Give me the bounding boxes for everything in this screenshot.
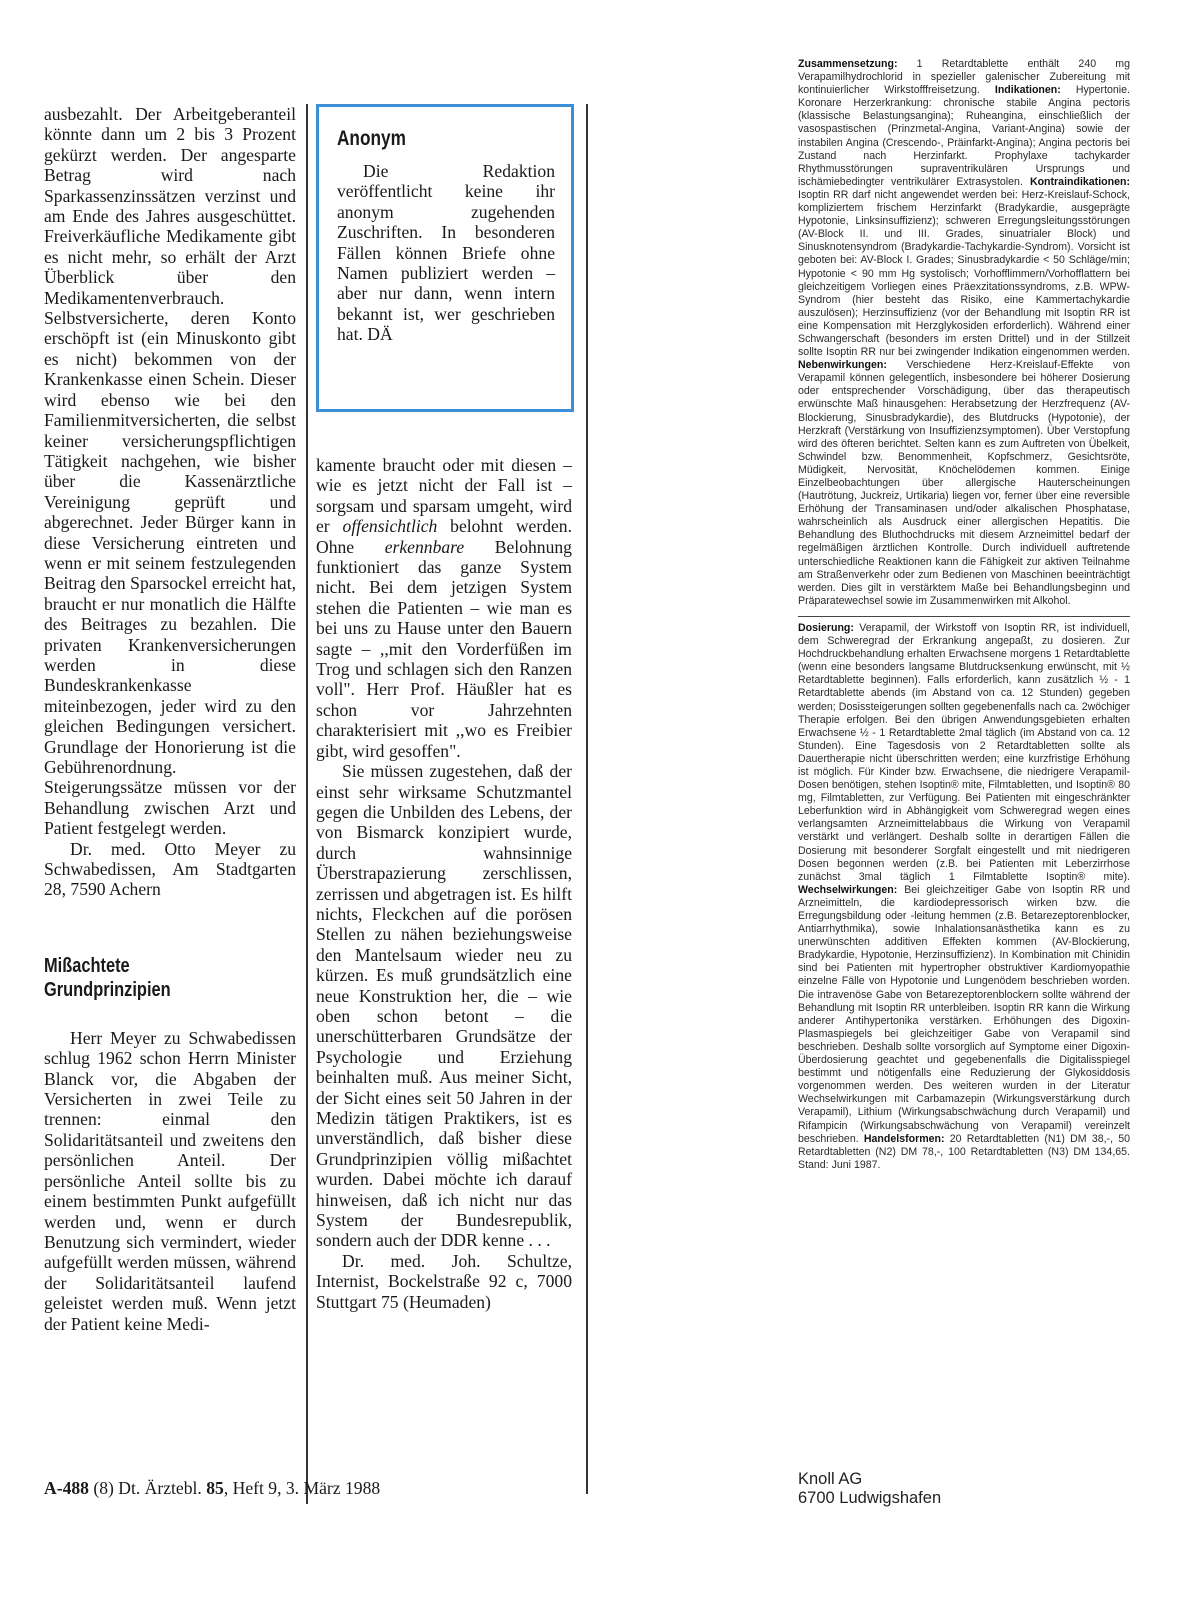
- section-text: Isoptin RR darf nicht angewendet werden bei: Herz-Kreislauf-Schock, kompliziertem frischem Herzinfarkt (Bradykardie, ausgeprägte Hypotonie, Linksinsuffizienz); schweren Erregungsleitungsstörungen (AV-Block II. und III. Grades, sinuatrialer Block) und Sinusknotensyndrom (Bradykardie-Tachykardie-Syndrom). Vorsicht ist geboten bei: AV-Block I. Grades; Sinusbradykardie < 50 Schläge/min; Hypotonie < 90 mm Hg systolisch; Vorhofflimmern/Vorhofflattern bei gleichzeitigem Vorliegen eines Präexzitationssyndroms, z.B. WPW-Syndrom (hier besteht das Risiko, eine Kammertachykardie auszulösen); Herzinsuffizienz (vor der Behandlung mit Isoptin RR ist eine Kompensation mit Herzglykosiden erforderlich). Während einer Schwangerschaft (besonders im ersten Drittel) und in der Stillzeit sollte Isoptin RR nur bei zwingender Indikation eingenommen werden.: [798, 188, 1130, 359]
- journal-citation: (8) Dt. Ärztebl.: [88, 1478, 207, 1498]
- drug-info-section: [798, 622, 1130, 1172]
- letter-paragraph: [316, 455, 572, 761]
- anonym-title: Anonym: [337, 127, 406, 150]
- section-text: 1 Retardtablette enthält 240 mg Verapamilhydrochlorid in spezieller galenischer Zubereitung mit kontinuierlicher Wirkstofffreisetzung.: [798, 58, 1130, 97]
- anonym-notice-box: [316, 104, 574, 412]
- section-text: 20 Retardtabletten (N1) DM 38,-, 50 Retardtabletten (N2) DM 78,-, 100 Retardtabletten (N3) DM 134,65. Stand: Juni 1987.: [798, 1132, 1131, 1171]
- section-text: Bei gleichzeitiger Gabe von Isoptin RR und Arzneimitteln, die kardiodepressorisch wirken bzw. die Erregungsbildung oder -leitung hemmen (z.B. Betarezeptorenblocker, Antiarrhythmika), sowie Inhalationsanästhetika kann es zu unerwünschten additiven Effekten kommen (AV-Blockierung, Bradykardie, Hypotonie, Herzinsuffizienz). In Kombination mit Chinidin sind bei Patienten mit hypertropher obstruktiver Kardiomyopathie einzelne Fälle von Hypotonie und Lungenödem beschrieben worden. Die intravenöse Gabe von Betarezeptorenblockern sollte während der Behandlung mit Isoptin RR unterbleiben. Isoptin RR kann die Wirkung anderer Antihypertonika verstärken. Erhöhungen des Digoxin-Plasmaspiegels bei gleichzeitiger Gabe von Verapamil sind beschrieben. Deshalb sollte vorsorglich auf Symptome einer Digoxin-Überdosierung geachtet und gegebenenfalls die Digitalisspiegel bestimmt und nötigenfalls eine Reduzierung der Glykosiddosis vorgenommen werden. Des weiteren wurden in der Literatur Wechselwirkungen mit Carbamazepin (Wirkungsverstärkung durch Verapamil), Lithium (Wirkungsabschwächung durch Verapamil) und Rifampicin (Wirkungsabschwächung von Verapamil) vereinzelt beschrieben.: [798, 883, 1130, 1145]
- anonym-text: Die Redaktion veröffentlicht keine ihr anonym zugehenden Zuschriften. In besonderen Fällen können Briefe ohne Namen publiziert werden – aber nur dann, wenn intern bekannt ist, wer geschrieben hat. DÄ: [337, 161, 555, 345]
- section-text: Hypertonie. Koronare Herzerkrankung: chronische stabile Angina pectoris (klassische Belastungsangina); Ruheangina, einschließlich der vasospastischen (Prinzmetal-Angina, Variant-Angina) sowie der instabilen Angina (Crescendo-, Präinfarkt-Angina); Angina pectoris bei Zustand nach Herzinfarkt. Prophylaxe tachykarder Rhythmusstörungen supraventrikulären Ursprungs und ischämiebedingter ventrikulärer Extrasystolen.: [798, 84, 1130, 188]
- section-text: Verschiedene Herz-Kreislauf-Effekte von Verapamil können gelegentlich, insbesondere bei höherer Dosierung oder entsprechender Vorschädigung, über das therapeutisch erwünschte Maß hinausgehen: Herabsetzung der Herzfrequenz (AV-Blockierung, Sinusbradykardie), des Blutdrucks (Hypotonie), der Herzkraft (Verstärkung von Insuffizienzsymptomen). Über Verstopfung wird des öfteren berichtet. Selten kann es zum Auftreten von Übelkeit, Schwindel bzw. Benommenheit, Kopfschmerz, Gesichtsröte, Müdigkeit, Nervosität, Knöchelödemen kommen. Einige Einzelbeobachtungen über allergische Hauterscheinungen (Hautrötung, Juckreiz, Urtikaria) liegen vor, ferner über eine reversible Erhöhung der Transaminasen und/oder alkalischen Phosphatase, wahrscheinlich als Ausdruck einer allergischen Hepatitis. Die Behandlung des Bluthochdrucks mit diesem Arzneimittel bedarf der regelmäßigen ärztlichen Kontrolle. Durch individuell auftretende unterschiedliche Reaktionen kann die Fähigkeit zur aktiven Teilnahme am Straßenverkehr oder zum Bedienen von Maschinen beeinträchtigt werden. Dies gilt in verstärktem Maße bei Behandlungsbeginn und Präparatewechsel sowie im Zusammenwirken mit Alkohol.: [798, 359, 1130, 607]
- section-label: Handelsformen:: [863, 1132, 945, 1145]
- letter-paragraph: Sie müssen zugestehen, daß der einst sehr wirksame Schutzmantel gegen die Unbilden des Lebens, der von Bismarck konzipiert wurde, durch wahnsinnige Überstrapazierung zerschlissen, zerrissen und abgetragen ist. Es hilft nichts, Fleckchen auf die porösen Stellen zu nähen beziehungsweise den Mantelsaum wieder neu zu kürzen. Es muß grundsätzlich eine neue Konstruktion her, die – wie oben schon betont – die unerschütterbaren Grundsätze der Psychologie und Erziehung beinhalten muß. Aus meiner Sicht, der Sicht eines seit 50 Jahren in der Medizin tätigen Praktikers, ist es unverständlich, daß bisher diese Grundprinzipien völlig mißachtet wurden. Dabei möchte ich darauf hinweisen, daß ich nicht nur das System der Bundesrepublik, sondern auch der DDR kenne . . .: [316, 761, 573, 1251]
- emphasis-text: offensichtlich: [342, 516, 438, 537]
- section-label: Nebenwirkungen:: [798, 359, 887, 372]
- text-run: Belohnung funktioniert das ganze System nicht. Bei dem jetzigen System stehen die Patienten – wie man es bei uns zu Hause unter den Bauern sagte – ,,mit den Vorderfüßen im Trog und schlagen sich den Ranzen voll". Herr Prof. Häußler hat es schon vor Jahrzehnten charakterisiert mit ,,wo es Freibier gibt, wird gesoffen".: [316, 536, 572, 761]
- text-run: kamente braucht oder mit diesen – wie es jetzt nicht der Fall ist – sorgsam und sparsam umgeht, wird er: [316, 455, 572, 537]
- letter-heading: Mißachtete Grundprinzipien: [44, 954, 171, 1001]
- section-divider: [798, 616, 1130, 617]
- letter-signature: Dr. med. Otto Meyer zu Schwabedissen, Am Stadtgarten 28, 7590 Achern: [44, 838, 296, 900]
- company-city: 6700 Ludwigshafen: [798, 1489, 942, 1507]
- section-label: Kontraindikationen:: [1029, 175, 1130, 188]
- column-rule-left: [306, 104, 308, 1504]
- issue-date: , Heft 9, 3. März 1988: [223, 1478, 381, 1498]
- section-label: Wechselwirkungen:: [798, 883, 898, 896]
- drug-info-section: [798, 58, 1130, 608]
- section-label: Zusammensetzung:: [798, 58, 898, 70]
- letter-paragraph: Herr Meyer zu Schwabedissen schlug 1962 schon Herrn Minister Blanck vor, die Abgaben der Versicherten in zwei Teile zu trennen: einmal den Solidaritätsanteil und zweitens den persönlichen Anteil. Der persönliche Anteil sollte bis zu einem bestimmten Punkt aufgefüllt werden und, wenn er durch Benutzung sich vermindert, wieder aufgefüllt werden müssen, während der Solidaritätsanteil laufend geleistet werden muß. Wenn jetzt der Patient keine Medi-: [44, 1027, 296, 1334]
- letter-paragraph: ausbezahlt. Der Arbeitgeberanteil könnte dann um 2 bis 3 Prozent gekürzt werden. Der angesparte Betrag wird nach Sparkassenzinssätzen verzinst und am Ende des Jahres ausgeschüttet. Freiverkäufliche Medikamente gibt es nicht mehr, so erhält der Arzt Überblick über den Medikamentenverbrauch. Selbstversicherte, deren Konto erschöpft ist (ein Minuskonto gibt es nicht) bekommen von der Krankenkasse einen Schein. Dieser wird ebenso wie bei den Familienmitversicherten, die selbst keiner versicherungspflichtigen Tätigkeit nachgehen, wie bisher über die Kassenärztliche Vereinigung geprüft und abgerechnet. Jeder Bürger kann in diese Versicherung eintreten und wenn er mit seinem festzulegenden Beitrag den Sparsockel erreicht hat, braucht er nur monatlich die Hälfte des Beitrages zu bezahlen. Die privaten Krankenversicherungen werden in diese Bundeskrankenkasse miteinbezogen, jeder wird zu den gleichen Bedingungen versichert. Grundlage der Honorierung ist die Gebührenordnung. Steigerungssätze müssen vor der Behandlung zwischen Arzt und Patient festgelegt werden.: [44, 104, 296, 839]
- text-run: belohnt werden. Ohne: [316, 516, 572, 557]
- section-text: Verapamil, der Wirkstoff von Isoptin RR, ist individuell, dem Schweregrad der Erkrankung angepaßt, zu dosieren. Zur Hochdruckbehandlung erhalten Erwachsene morgens 1 Retardtablette (wenn eine besonders langsame Blutdrucksenkung erwünscht, mit ½ Retardtablette beginnen). Falls erforderlich, kann zusätzlich ½ - 1 Retardtablette abends (im Abstand von ca. 12 Stunden) gegeben werden; Dosissteigerungen sollten gegebenenfalls nach ca. 2wöchiger Therapie erfolgen. Bei den übrigen Anwendungsgebieten erhalten Erwachsene ½ - 1 Retardtablette 2mal täglich (im Abstand von ca. 12 Stunden). Eine Tagesdosis von 2 Retardtabletten sollte als Dauertherapie nicht überschritten werden; eine kurzfristige Erhöhung ist möglich. Für Kinder bzw. Erwachsene, die niedrigere Verapamil-Dosen benötigen, stehen Isoptin® mite, Filmtabletten, und Isoptin® 80 mg, Filmtabletten, zur Verfügung. Bei Patienten mit eingeschränkter Leberfunktion wird in Abhängigkeit vom Schweregrad wegen eines verlangsamten Arzneimittelabbaus die Wirkung von Verapamil verstärkt und verlängert. Deshalb sollte in derartigen Fällen die Dosierung mit besonderer Sorgfalt eingestellt und mit niedrigeren Dosen begonnen werden (z.B. bei Patienten mit Leberzirrhose zunächst 3mal täglich 1 Filmtablette Isoptin® mite).: [798, 621, 1130, 883]
- page-number: A-488: [44, 1478, 89, 1498]
- letter-signature: Dr. med. Joh. Schultze, Internist, Bockelstraße 92 c, 7000 Stuttgart 75 (Heumaden): [316, 1250, 572, 1312]
- column-rule-right: [586, 104, 588, 1494]
- letter-column-1: [44, 104, 296, 1334]
- page-footer: [44, 1478, 380, 1499]
- section-label: Indikationen:: [994, 84, 1061, 97]
- section-label: Dosierung:: [798, 621, 854, 634]
- emphasis-text: erkennbare: [384, 536, 465, 557]
- letter-column-2: [316, 455, 572, 1312]
- company-name: Knoll AG: [798, 1470, 863, 1488]
- volume-number: 85: [206, 1478, 224, 1498]
- company-address: [798, 1470, 941, 1508]
- drug-information-panel: [798, 58, 1130, 1172]
